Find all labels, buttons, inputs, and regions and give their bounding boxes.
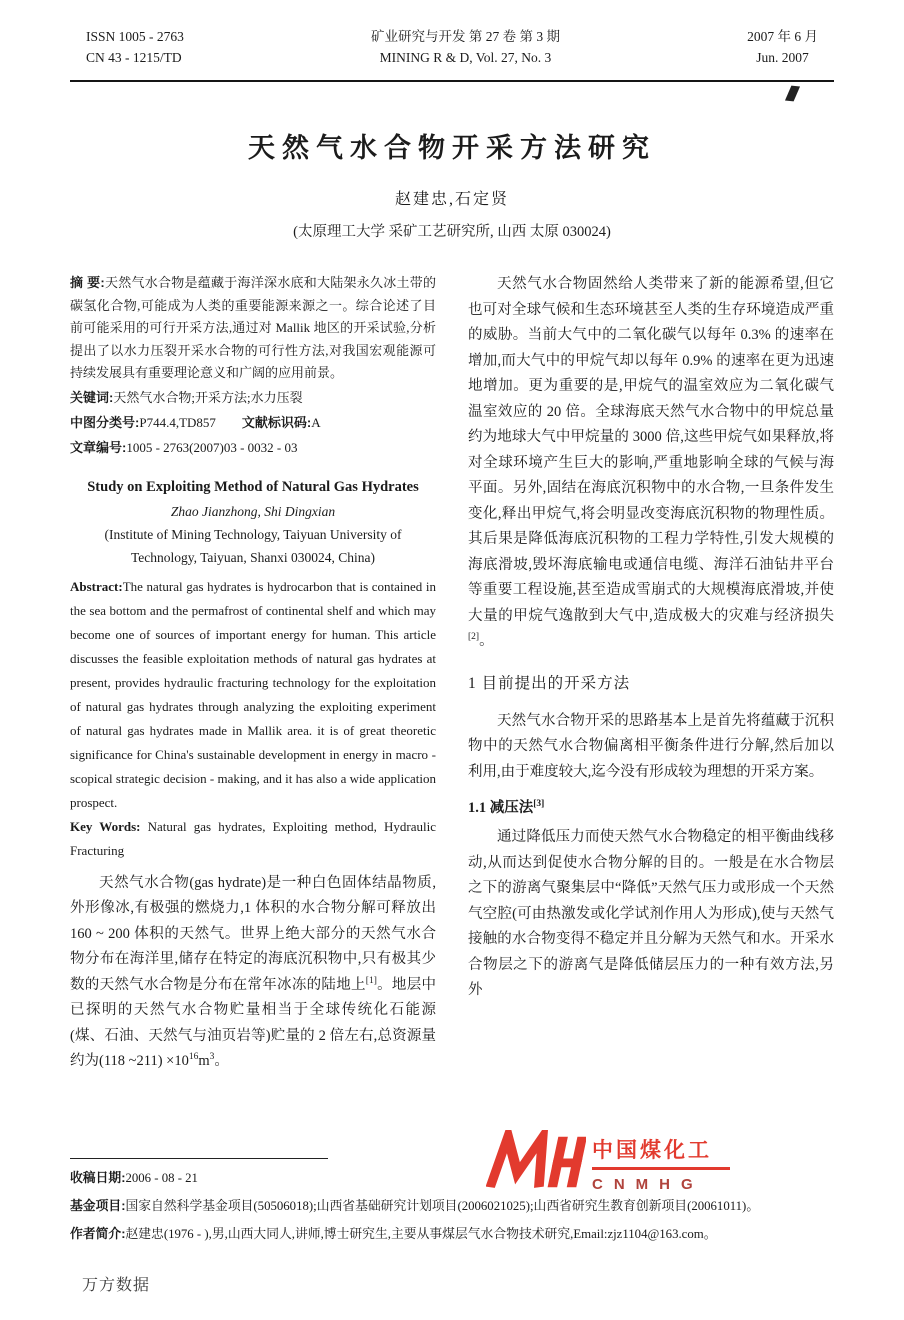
journal-name-en: MINING R & D, Vol. 27, No. 3 <box>379 50 552 65</box>
issn: ISSN 1005 - 2763 <box>86 29 184 44</box>
background-text-1: 天然气水合物固然给人类带来了新的能源希望,但它也可对全球气候和生态环境甚至人类的生存环境造成严重的威胁。当前大气中的二氧化碳气以每年 0.3% 的速率在增加,而大气中的甲烷气却以每年 0.9% 的速率在更为迅速地增加。更为重要的是,甲烷气的温室效应为二氧化碳气温室效应的 20 倍。全球海底天然气水合物中的甲烷总量约为地球大气中甲烷量的 3000 倍,这些甲烷气如果释放,将对全球环境产生巨大的影响,严重地影响全球的气候与海平面。另外,固结在海底沉积物中的水合物,一旦条件发生变化,释出甲烷气,将会明显改变海底沉积物的物理性质。其后果是降低海底沉积物的工程力学特性,引发大规模的海底滑坡,毁坏海底输电或通信电缆、海洋石油钻井平台等重要工程设施,甚至造成雪崩式的大规模海底滑坡,并使大量的甲烷气逸散到大气中,造成极大的灾难与经济损失 <box>468 276 834 624</box>
exponent-3: 3 <box>209 1052 215 1063</box>
intro-paragraph <box>70 871 436 1075</box>
cnmhg-brand-en: CNMHG <box>592 1176 704 1193</box>
keywords-cn <box>70 385 436 410</box>
clc-line <box>70 410 436 435</box>
received-date-label: 收稿日期: <box>70 1170 126 1185</box>
background-paragraph <box>468 272 834 655</box>
journal-id-block <box>86 26 184 68</box>
keywords-cn-label: 关键词: <box>70 389 114 405</box>
intro-text-1: 天然气水合物(gas hydrate)是一种白色固体结晶物质,外形像冰,有极强的燃烧力,1 体积的水合物分解可释放出 160 ~ 200 体积的天然气。世界上绝大部分的天然气水合物分布在海洋里,储存在特定的海底沉积物中,只有极其少数的天然气水合物是分布在常年冰冻的陆地上 <box>70 874 436 993</box>
left-column <box>70 272 436 1158</box>
en-keywords-label: Key Words: <box>70 818 141 834</box>
right-column <box>468 272 834 1158</box>
author-bio-value: 赵建忠(1976 - ),男,山西大同人,讲师,博士研究生,主要从事煤层气水合物技术研究,Email:zjz1104@163.com。 <box>125 1227 717 1241</box>
article-title: 天然气水合物开采方法研究 <box>248 133 656 163</box>
clc-label: 中图分类号: <box>70 414 140 430</box>
issue-date-block <box>747 26 818 68</box>
received-date-value: 2006 - 08 - 21 <box>125 1171 198 1185</box>
issue-date-en: Jun. 2007 <box>756 50 809 65</box>
wanfang-mark: 万方数据 <box>82 1277 151 1294</box>
exponent-16: 16 <box>188 1052 199 1063</box>
footnote-divider <box>70 1158 328 1159</box>
journal-header <box>86 26 818 68</box>
author-bio-label: 作者简介: <box>70 1226 126 1241</box>
section-1-heading: 1 目前提出的开采方法 <box>468 674 631 692</box>
cnmhg-logo-icon <box>486 1130 586 1194</box>
cnmhg-underline <box>592 1167 730 1170</box>
ref-3: [3] <box>533 799 545 810</box>
fund-value: 国家自然科学基金项目(50506018);山西省基础研究计划项目(2006021025);山西省研究生教育创新项目(20061011)。 <box>125 1199 760 1213</box>
cnmhg-watermark <box>486 1130 730 1194</box>
cnmhg-brand-cn: 中国煤化工 <box>592 1139 712 1162</box>
en-abstract <box>70 575 436 815</box>
intro-text-4: 。 <box>214 1053 229 1069</box>
abstract-cn-label: 摘 要: <box>70 275 105 290</box>
two-column-body <box>70 272 834 1158</box>
abstract-cn-text: 天然气水合物是蕴藏于海洋深水底和大陆架永久冰土带的碳氢化合物,可能成为人类的重要能源来源之一。综合论述了目前可能采用的可行开采方法,通过对 Mallik 地区的开采试验,分析提出了以水力压裂开采水合物的可行性方法,对我国宏观能源可持续发展具有重要理论意义和广阔的应用前景。 <box>70 275 436 380</box>
fund-line <box>70 1192 836 1220</box>
corner-mark <box>785 86 800 102</box>
intro-text-3: m <box>198 1053 210 1069</box>
background-text-2: 。 <box>479 633 494 649</box>
doc-code-value: A <box>311 414 321 430</box>
en-affiliation-line2: Technology, Taiyuan, Shanxi 030024, China) <box>130 549 376 565</box>
doc-code-label: 文献标识码: <box>241 414 312 430</box>
en-abstract-text: The natural gas hydrates is hydrocarbon that is contained in the sea bottom and the permafrost of continental shelf and which may become one of sources of important energy for human. This article discusses the feasible exploitation methods of natural gas hydrates at present, provides hydraulic fracturing technology for the exploitation of natural gas hydrates through analyzing the exploiting experiment of natural gas hydrates made in Mallik area. it is of great theoretic significance for China's sustainable development in energy in macro - scopical strategic decision - making, and it has also a wide application prospect. <box>70 578 436 810</box>
cnmhg-brand-text <box>592 1130 730 1193</box>
journal-name-cn: 矿业研究与开发 第 27 卷 第 3 期 <box>371 29 560 44</box>
en-authors: Zhao Jianzhong, Shi Dingxian <box>170 503 336 519</box>
fund-label: 基金项目: <box>70 1198 126 1213</box>
clc-value: P744.4,TD857 <box>139 414 216 430</box>
section-1-paragraph: 天然气水合物开采的思路基本上是首先将蕴藏于沉积物中的天然气水合物偏离相平衡条件进行分解,然后加以利用,由于难度较大,迄今没有形成较为理想的开采方案。 <box>468 712 834 780</box>
intro-text-2: 。地层中已探明的天然气水合物贮量相当于全球传统化石能源(煤、石油、天然气与油页岩等)贮量的 2 倍左右,总资源量约为(118 ~211) ×10 <box>70 976 437 1069</box>
en-affiliation-line1: (Institute of Mining Technology, Taiyuan University of <box>104 526 402 542</box>
journal-name-block <box>371 26 560 68</box>
cn-number: CN 43 - 1215/TD <box>86 50 182 65</box>
en-keywords <box>70 815 436 863</box>
en-keywords-text: Natural gas hydrates, Exploiting method, Hydraulic Fracturing <box>70 818 437 858</box>
ref-1: [1] <box>365 975 377 986</box>
article-affiliation: (太原理工大学 采矿工艺研究所, 山西 太原 030024) <box>293 224 611 240</box>
section-1-1-paragraph: 通过降低压力而使天然气水合物稳定的相平衡曲线移动,从而达到促使水合物分解的目的。一般是在水合物层之下的游离气聚集层中“降低”天然气压力或形成一个天然气空腔(可由热激发或化学试剂作用人为形成),使与天然气接触的水合物变得不稳定并且分解为天然气和水。开采水合物层之下的游离气是降低储层压力的一种有效方法,另外 <box>468 829 834 998</box>
en-abstract-label: Abstract: <box>70 578 123 594</box>
article-authors: 赵建忠,石定贤 <box>394 191 509 208</box>
header-divider <box>70 80 834 82</box>
en-title: Study on Exploiting Method of Natural Gas Hydrates <box>87 478 419 495</box>
article-id-label: 文章编号: <box>70 439 127 455</box>
article-id-line <box>70 435 436 460</box>
section-1-1-title: 1.1 减压法 <box>468 800 534 816</box>
author-bio-line <box>70 1220 836 1248</box>
ref-2: [2] <box>468 632 480 643</box>
section-1-1-heading <box>468 795 834 821</box>
abstract-cn <box>70 272 436 385</box>
article-id-value: 1005 - 2763(2007)03 - 0032 - 03 <box>126 439 298 455</box>
keywords-cn-text: 天然气水合物;开采方法;水力压裂 <box>113 389 303 405</box>
issue-date-cn: 2007 年 6 月 <box>747 29 818 44</box>
